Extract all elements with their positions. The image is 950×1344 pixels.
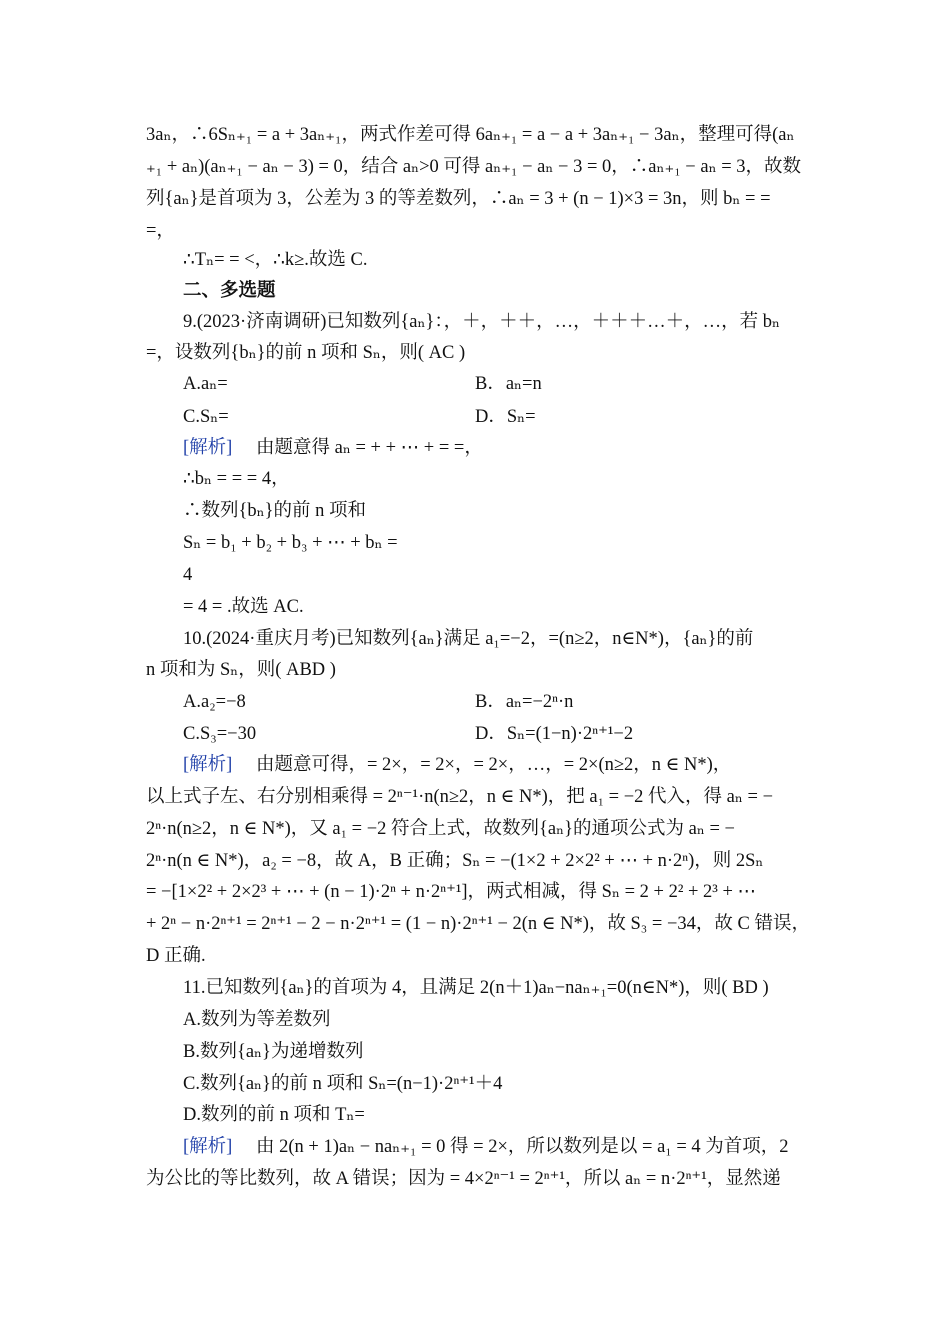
solution-text-line: 3aₙ，∴6Sₙ₊₁ = a + 3aₙ₊₁，两式作差可得 6aₙ₊₁ = a − a + 3aₙ₊₁ − 3aₙ，整理可得(aₙ — [146, 125, 795, 145]
analysis-label: [解析] — [183, 755, 233, 775]
solution-text-line: 2ⁿ·n(n ∈ N*)，a₂ = −8，故 A，B 正确；Sₙ = −(1×2 + 2×2² + ⋯ + n·2ⁿ)，则 2Sₙ — [146, 851, 764, 871]
problem-11-option-a: A.数列为等差数列 — [183, 1010, 331, 1030]
solution-text-line: ∴Tₙ= = <，∴k≥.故选 C. — [183, 250, 368, 270]
problem-11-stem: 11.已知数列{aₙ}的首项为 4，且满足 2(n＋1)aₙ−naₙ₊₁=0(n∈N*)，则( BD ) — [183, 978, 769, 998]
problem-9-option-a: A.aₙ= — [183, 374, 228, 394]
solution-text-line: 由题意可得，= 2×，= 2×，= 2×，…，= 2×(n≥2，n ∈ N*)， — [256, 755, 732, 775]
solution-text-line: 列{aₙ}是首项为 3，公差为 3 的等差数列，∴aₙ = 3 + (n − 1)×3 = 3n，则 bₙ = = — [146, 189, 771, 209]
problem-9-stem: 9.(2023·济南调研)已知数列{aₙ}：，＋，＋＋，…，＋＋＋…＋，…，若 bₙ — [183, 312, 780, 332]
problem-9-option-d: D．Sₙ= — [475, 407, 536, 427]
solution-text-line: + 2ⁿ − n·2ⁿ⁺¹ = 2ⁿ⁺¹ − 2 − n·2ⁿ⁺¹ = (1 − n)·2ⁿ⁺¹ − 2(n ∈ N*)，故 S₃ = −34，故 C 错误， — [146, 914, 810, 934]
solution-text-line: 以上式子左、右分别相乘得 = 2ⁿ⁻¹·n(n≥2，n ∈ N*)，把 a₁ = −2 代入，得 aₙ = − — [146, 787, 773, 807]
solution-text-line: 由题意得 aₙ = + + ⋯ + = =， — [256, 438, 483, 458]
solution-text-line: Sₙ = b₁ + b₂ + b₃ + ⋯ + bₙ = — [183, 533, 398, 553]
problem-11-option-d: D.数列的前 n 项和 Tₙ= — [183, 1105, 365, 1125]
problem-10-stem: n 项和为 Sₙ，则( ABD ) — [146, 660, 336, 680]
solution-text-line: = 4 = .故选 AC. — [183, 597, 304, 617]
problem-9-option-b: B．aₙ=n — [475, 374, 542, 394]
problem-11-option-b: B.数列{aₙ}为递增数列 — [183, 1042, 364, 1062]
problem-11-option-c: C.数列{aₙ}的前 n 项和 Sₙ=(n−1)·2ⁿ⁺¹＋4 — [183, 1074, 503, 1094]
problem-10-option-b: B．aₙ=−2ⁿ·n — [475, 692, 574, 712]
solution-text-line: 4 — [183, 565, 193, 585]
solution-text-line: ₊₁ + aₙ)(aₙ₊₁ − aₙ − 3) = 0，结合 aₙ>0 可得 aₙ₊₁ − aₙ − 3 = 0，∴aₙ₊₁ − aₙ = 3，故数 — [146, 157, 802, 177]
problem-9-option-c: C.Sₙ= — [183, 407, 229, 427]
problem-10-stem: 10.(2024·重庆月考)已知数列{aₙ}满足 a₁=−2，=(n≥2，n∈N*)，{aₙ}的前 — [183, 629, 754, 649]
solution-text-line: 为公比的等比数列，故 A 错误；因为 = 4×2ⁿ⁻¹ = 2ⁿ⁺¹，所以 aₙ = n·2ⁿ⁺¹，显然递 — [146, 1169, 781, 1189]
solution-text-line: 由 2(n + 1)aₙ − naₙ₊₁ = 0 得 = 2×，所以数列是以 = a₁ = 4 为首项，2 — [256, 1137, 789, 1157]
problem-10-option-d: D．Sₙ=(1−n)·2ⁿ⁺¹−2 — [475, 724, 634, 744]
section-heading: 二、多选题 — [183, 281, 276, 301]
problem-9-stem: =，设数列{bₙ}的前 n 项和 Sₙ，则( AC ) — [146, 343, 466, 363]
problem-10-option-c: C.S₃=−30 — [183, 724, 257, 744]
solution-text-line: = −[1×2² + 2×2³ + ⋯ + (n − 1)·2ⁿ + n·2ⁿ⁺¹]，两式相减，得 Sₙ = 2 + 2² + 2³ + ⋯ — [146, 882, 757, 902]
analysis-label: [解析] — [183, 438, 233, 458]
solution-text-line: D 正确. — [146, 946, 206, 966]
solution-text-line: 2ⁿ·n(n≥2，n ∈ N*)，又 a₁ = −2 符合上式，故数列{aₙ}的通项公式为 aₙ = − — [146, 819, 735, 839]
solution-text-line: =， — [146, 221, 175, 241]
solution-text-line: ∴bₙ = = = 4， — [183, 469, 290, 489]
solution-text-line: ∴数列{bₙ}的前 n 项和 — [183, 501, 367, 521]
problem-10-option-a: A.a₂=−8 — [183, 692, 246, 712]
analysis-label: [解析] — [183, 1137, 233, 1157]
